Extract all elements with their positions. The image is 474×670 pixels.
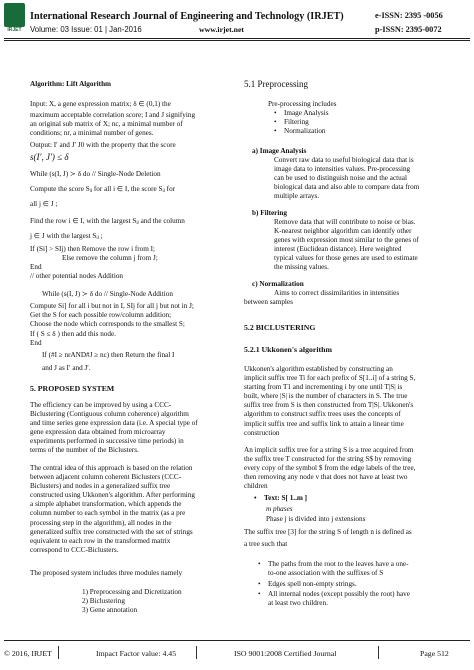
page-header (0, 0, 474, 66)
algo-output-1: Output: I′ and J′ J0 with the property that the score (30, 141, 176, 149)
b-text-line: the missing values. (274, 263, 329, 272)
ukkonen-line: built, where |S| is the number of characters in S. The true (244, 392, 408, 401)
get-1: Get the S for each possible row/column addition; (30, 311, 172, 319)
ukkonen-line: implicit suffix tree Ti for each prefix of S[1..i] of a string S, (244, 374, 416, 383)
section-5-heading: 5. PROPOSED SYSTEM (30, 384, 115, 393)
footer-divider (196, 646, 197, 659)
else-1: Else remove the column j from J; (62, 254, 158, 262)
algo-input (30, 100, 171, 109)
footer-iso: ISO 9001:2008 Certified Journal (234, 649, 337, 658)
b-text-line: interest (Euclidean distance). Here weighted (274, 245, 402, 254)
para-1-line: and time series gene expression data (i.e. A special type of (30, 419, 198, 428)
c-text-line: between samples (244, 298, 293, 306)
compute-2: all j ∈ J ; (30, 200, 58, 208)
ukkonen-line: construction (244, 428, 280, 437)
suffix-bullet-2: • Edges spell non-empty strings. (268, 580, 357, 589)
para-2-line: Biclusters) and nodes in a generalized suffix tree (30, 482, 171, 491)
header-rule (4, 38, 470, 39)
journal-title: International Research Journal of Engineering and Technology (IRJET) (30, 11, 344, 22)
header-rule-2 (4, 40, 470, 41)
website: www.irjet.net (199, 25, 245, 34)
implicit-line: then removing any node v that does not have at least two (244, 473, 408, 482)
para-2-line: The central idea of this approach is based on the relation (30, 464, 193, 472)
b-text (274, 218, 419, 273)
ukkonen-line: Ukkonen's algorithm established by constructing an (244, 365, 393, 373)
preproc-item: • Normalization (284, 127, 326, 136)
b-text-line: typical values for those genes are used to estimate (274, 254, 418, 263)
if-1: If (Si] > SIj) then Remove the row i from I; (30, 245, 156, 253)
b-text-line: genes with expression most similar to the genes of (274, 236, 419, 245)
while-1: While (s(I, J) ≻ δ do // Single-Node Deletion (30, 170, 161, 178)
module-3: 3) Gene annotation (82, 606, 138, 614)
page-footer (0, 640, 474, 670)
implicit-line: children (244, 482, 268, 491)
implicit-para (244, 446, 415, 491)
c-heading: c) Normalization (252, 280, 304, 288)
footer-copyright: © 2016, IRJET (4, 649, 52, 658)
suffix-bullet-line: to-one association with the suffixes of S (268, 569, 384, 578)
implicit-line: An implicit suffix tree for a string S is a tree acquired from (244, 446, 414, 454)
para-1 (30, 401, 198, 456)
suffix-bullet-line: at least two children. (268, 599, 328, 608)
volume-issue: Volume: 03 Issue: 01 | Jan-2016 (30, 25, 142, 34)
ukkonen-line: implicit suffix tree and suffix link to attain a linear time (244, 419, 404, 428)
ukkonen-line: suffix tree from S is then constructed from T|S|. Ukkonen's (244, 401, 414, 410)
algo-output-2: s(I′, J′) ≤ δ (30, 152, 69, 162)
module-2: 2) Biclustering (82, 597, 125, 605)
suffix-bullet-line: • The paths from the root to the leaves have a one- (268, 560, 409, 568)
para-1-line: terms of the number of the Biclusters. (30, 446, 139, 455)
b-text-line: Remove data that will contribute to noise or bias. (274, 218, 416, 226)
para-2-line: a simple alphabet transformation, which appends the (30, 500, 182, 509)
implicit-line: every copy of the symbol $ from the edge labels of the tree, (244, 464, 416, 473)
module-1: 1) Preprocessing and Dicretization (82, 588, 182, 596)
find-2: j ∈ J with the largest Sᵢⱼ ; (30, 232, 103, 240)
para-2-line: column number to each symbol in the matrix (as a pre (30, 509, 186, 518)
a-text (274, 156, 419, 201)
para-1-line: experiments performed in successive time periods) in (30, 437, 184, 446)
para-2-line: equivalent to each row in the transformed matrix (30, 536, 171, 545)
while-2: While (s(I, J) ≻ δ do // Single-Node Addition (42, 290, 173, 298)
a-text-line: image data to intensities values. Pre-processing (274, 165, 411, 174)
ukkonen-para (244, 365, 415, 438)
end-2: End (30, 339, 42, 347)
para-2-line: processing step in the algorithm), all nodes in the (30, 518, 172, 527)
preproc-intro: Pre-processing includes (268, 100, 337, 108)
preproc-item: • Image Analysis (284, 109, 329, 118)
suffix-def-1: The suffix tree [3] for the string S of length n is defined as (244, 528, 412, 536)
text-line: • Text: S[ 1..m ] (264, 494, 307, 503)
preproc-item: • Filtering (284, 118, 309, 127)
end-1: End (30, 263, 42, 271)
phases-line: m phases (266, 505, 293, 513)
if-2: If ( S ≤ δ ) then add this node. (30, 330, 116, 338)
ukkonen-line: algorithm to construct suffix trees uses the concepts of (244, 410, 401, 419)
suffix-def-2: a tree such that (244, 540, 288, 548)
algo-input-3: an original sub matrix of X; nc, a minimal number of (30, 120, 183, 128)
para-2-line: correspond to CCC-Biclusters. (30, 545, 119, 554)
section-52-heading: 5.2 BICLUSTERING (244, 323, 316, 332)
ukkonen-line: starting from T1 and incrementing i by one until T|S| is (244, 383, 403, 392)
a-text-line: can be used to distinguish noise and the actual (274, 174, 407, 183)
compute-1: Compute the score Sᵢⱼ for all i ∈ I, the score Sᵢⱼ for (30, 185, 176, 193)
other-1: // other potential nodes Addition (30, 272, 124, 280)
algo-input-4: conditions; nr, a minimal number of genes. (30, 129, 154, 137)
suffix-bullet-3 (268, 590, 410, 608)
a-text-line: multiple arrays. (274, 192, 320, 201)
c-text-line: Aims to correct dissimilarities in intensities (274, 289, 400, 297)
para-1-line: gene expression data obtained from microarray (30, 428, 166, 437)
irjet-logo (4, 3, 25, 33)
para-1-line: Biclustering (Contiguous column coherence) algorithm (30, 410, 189, 419)
suffix-bullet-line: • All internal nodes (except possibly the root) have (268, 590, 410, 598)
para-2-line: between adjacent column coherent Biclusters (CCC- (30, 473, 182, 482)
and-1: and J as I′ and J′. (42, 364, 91, 372)
para-1-line: The efficiency can be improved by using a CCC- (30, 401, 172, 409)
para-3: The proposed system includes three modules namely (30, 569, 183, 577)
phase-line: Phase j is divided into j extensions (266, 515, 366, 523)
footer-page: Page 512 (420, 649, 449, 658)
logo-text: IRJET (7, 27, 22, 33)
algo-input-1: Input: X, a gene expression matrix; δ ∈ (0,1) the (30, 100, 171, 108)
footer-impact: Impact Factor value: 4.45 (96, 649, 177, 658)
find-1: Find the row i ∈ I, with the largest Sᵢⱼ and the column (30, 217, 185, 225)
para-2-line: constructed using Ukkonen's algorithm. After performing (30, 491, 195, 500)
pissn: p-ISSN: 2395-0072 (375, 25, 442, 34)
b-text-line: K-nearest neighbor algorithm can identify other (274, 227, 412, 236)
if-3: If (#I ≥ nrAND#J ≥ nc) then Return the final I (42, 351, 175, 359)
choose-1: Choose the node which corresponds to the smallest S; (30, 320, 185, 328)
eissn: e-ISSN: 2395 -0056 (375, 11, 443, 20)
a-heading: a) Image Analysis (252, 147, 307, 155)
algorithm-title: Algorithm: Lift Algorithm (30, 80, 112, 88)
section-521-heading: 5.2.1 Ukkonen's algorithm (244, 345, 332, 354)
b-heading: b) Filtering (252, 209, 287, 217)
suffix-bullet-1 (268, 560, 409, 578)
para-2-line: generalized suffix tree constructed with the set of strings (30, 527, 193, 536)
compute-3: Compute Si] for all i but not in I, SIj for all j but not in J; (30, 302, 194, 310)
algo-input-2: maximum acceptable correlation score; I and J signifying (30, 111, 196, 119)
a-text-line: biological data and also able to compare data from (274, 183, 420, 192)
a-text-line: Convert raw data to useful biological data that is (274, 156, 414, 164)
footer-divider (378, 646, 379, 659)
section-51-heading: 5.1 Preprocessing (244, 79, 308, 89)
para-2 (30, 464, 195, 555)
implicit-line: the suffix tree T constructed for the string S$ by removing (244, 455, 412, 464)
footer-divider (58, 646, 59, 659)
